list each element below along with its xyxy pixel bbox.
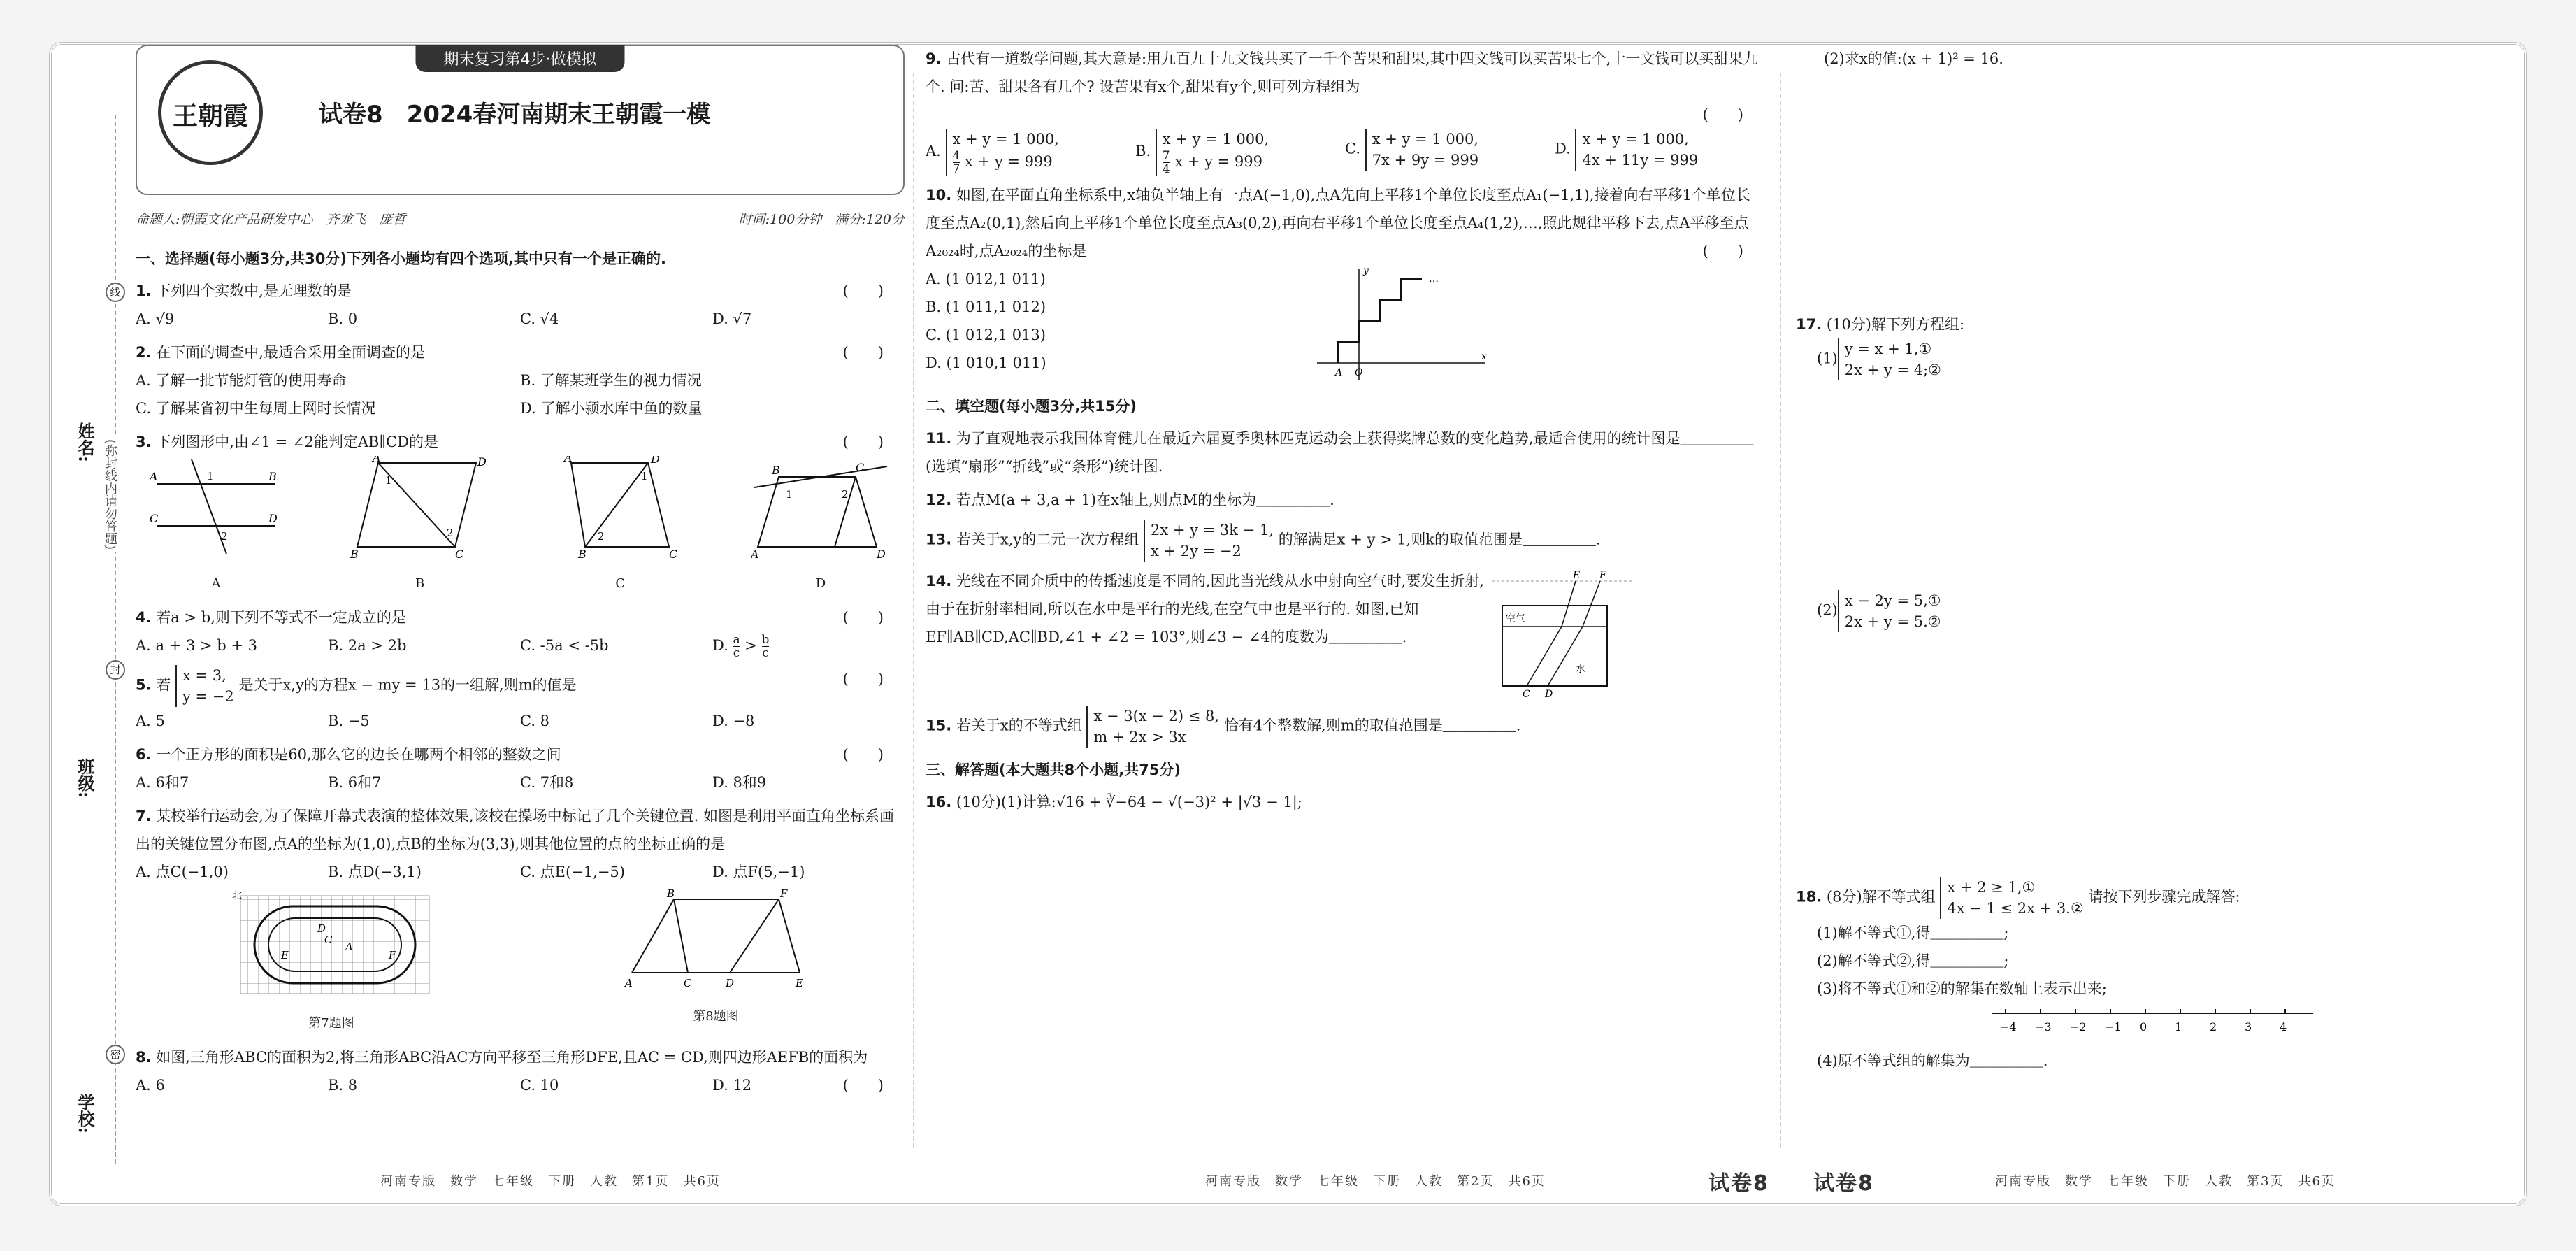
question-text: 为了直观地表示我国体育健儿在最近六届夏季奥林匹克运动会上获得奖牌总数的变化趋势,最适合使用的统计图是＿＿＿＿＿(选填“扇形”“折线”或“条形”)统计图.: [926, 430, 1754, 475]
equation: m + 2x > 3x: [1093, 729, 1186, 745]
exam-header: [136, 45, 905, 195]
answer-paren: ( ): [842, 283, 884, 299]
question-5: [136, 665, 905, 735]
exam-tag-left: 试卷8: [1708, 1171, 1769, 1196]
svg-text:A: A: [750, 548, 759, 561]
svg-text:D: D: [317, 922, 326, 935]
section-1-title: 一、选择题(每小题3分,共30分)下列各小题均有四个选项,其中只有一个是正确的.: [136, 250, 666, 267]
equation: 4x − 1 ≤ 2x + 3.②: [1947, 900, 2084, 917]
option-c: C. 点E(−1,−5): [520, 864, 625, 880]
denominator: 4: [1162, 162, 1170, 176]
question-text: 某校举行运动会,为了保障开幕式表演的整体效果,该校在操场中标记了几个关键位置. 如图是利用平面直角坐标系画出的关键位置分布图,点A的坐标为(1,0),点B的坐标为(3,3),则其他位置的点的坐标正确的是: [136, 808, 894, 852]
seal-circle-feng: 封: [106, 660, 125, 680]
question-number: 6.: [136, 746, 152, 763]
question-pre: 若: [156, 676, 171, 694]
option-b: B. 8: [328, 1077, 358, 1094]
number-line: [1985, 1003, 2320, 1038]
part-label: (1): [1817, 350, 1838, 367]
equation: x + 2y = −2: [1150, 543, 1242, 559]
class-label: 班级:: [75, 758, 95, 798]
option-d: D. (1 010,1 011): [926, 355, 1046, 371]
question-number: 14.: [926, 573, 952, 589]
option-b: B. 2a > 2b: [328, 637, 407, 654]
option-a: A. √9: [136, 310, 175, 327]
svg-text:E: E: [281, 949, 289, 962]
question-2: [136, 338, 905, 422]
numerator: 4: [952, 149, 960, 163]
equation: 2x + y = 3k − 1,: [1150, 522, 1274, 538]
question-text: 在下面的调查中,最适合采用全面调查的是: [156, 344, 425, 361]
north-label: 北: [232, 890, 242, 901]
svg-text:F: F: [389, 949, 396, 962]
equation: 7x + 9y = 999: [1372, 152, 1479, 169]
exam-tag-right: 试卷8: [1813, 1171, 1874, 1196]
column-divider: [1780, 73, 1781, 1148]
question-9: [926, 45, 1764, 176]
svg-text:B: B: [578, 548, 587, 561]
equation: 2x + y = 5.②: [1844, 613, 1941, 630]
question-6: [136, 741, 905, 796]
svg-text:D: D: [876, 548, 886, 561]
time-score: 时间:100分钟 满分:120分: [738, 212, 905, 227]
option-c: [1345, 129, 1555, 176]
question-number: 2.: [136, 344, 152, 361]
denominator: c: [733, 646, 740, 660]
q17-part-2: [1796, 590, 2495, 632]
options: [136, 707, 905, 735]
q3-figures: [136, 456, 905, 598]
option-c: C. 了解某省初中生每周上网时长情况: [136, 400, 376, 417]
number-line-tick-label: −4: [2000, 1020, 2017, 1034]
fraction: [1163, 150, 1170, 176]
equation-system: [1365, 129, 1478, 171]
question-number: 5.: [136, 676, 152, 694]
svg-text:1: 1: [641, 470, 648, 482]
header-tab: 期末复习第4步·做模拟: [416, 45, 625, 72]
svg-text:E: E: [796, 977, 803, 989]
option-d: D. $\frac{a}{c}$ > $\frac{b}{c}$: [712, 633, 770, 660]
svg-text:A: A: [372, 456, 381, 464]
option-c: C. (1 012,1 013): [926, 327, 1046, 343]
question-15: [926, 706, 1764, 748]
option-d: [1555, 129, 1764, 176]
question-1: [136, 277, 905, 333]
svg-text:B: B: [268, 470, 277, 483]
svg-text:2: 2: [598, 530, 605, 543]
number-line-tick-label: −3: [2035, 1020, 2052, 1034]
exam-title: 试卷8 2024春河南期末王朝霞一模: [319, 101, 711, 129]
option-c: C. -5a < -5b: [520, 637, 609, 654]
svg-text:D: D: [477, 456, 487, 469]
stair-path-figure: [1310, 265, 1492, 384]
option-a: A. 点C(−1,0): [136, 864, 229, 880]
question-18: [1796, 877, 2495, 1075]
svg-text:C: C: [454, 548, 463, 561]
equation: x − 3(x − 2) ≤ 8,: [1093, 708, 1220, 724]
options: [136, 631, 905, 659]
page-column-2: [926, 45, 1764, 1148]
svg-text:1: 1: [384, 474, 392, 487]
question-12: [926, 486, 1764, 514]
equation-system: [1940, 877, 2083, 919]
question-number: 15.: [926, 717, 952, 734]
seal-line: [115, 115, 116, 1164]
answer-paren: ( ): [1702, 106, 1743, 123]
answer-paren: ( ): [842, 344, 884, 361]
question-text: 恰有4个整数解,则m的取值范围是＿＿＿＿＿.: [1223, 717, 1521, 734]
option-label: A.: [926, 143, 941, 159]
svg-text:B: B: [771, 464, 780, 477]
q8-figure: [618, 889, 814, 1038]
option-b: B. 点D(−3,1): [328, 864, 422, 880]
svg-text:A: A: [1335, 367, 1343, 378]
svg-text:C: C: [150, 512, 159, 525]
equation-system: [1156, 129, 1269, 176]
q18-step-1: (1)解不等式①,得＿＿＿＿＿;: [1817, 924, 2009, 941]
seal-circle-xian: 线: [106, 283, 125, 302]
equation-system: [1086, 706, 1219, 748]
number-line-tick-label: −1: [2105, 1020, 2122, 1034]
section-2-title: 二、填空题(每小题3分,共15分): [926, 398, 1137, 415]
options: [926, 129, 1764, 176]
option-b: [1135, 129, 1345, 176]
parallel-lines-figure: [150, 456, 282, 561]
svg-text:D: D: [651, 456, 661, 466]
figure-caption: A: [211, 576, 221, 591]
answer-paren: ( ): [1702, 243, 1743, 259]
question-number: 12.: [926, 492, 952, 508]
numerator: a: [733, 633, 740, 647]
track-grid-figure: [226, 889, 436, 1001]
svg-text:C: C: [669, 548, 678, 561]
q7-figure: [226, 889, 436, 1038]
svg-text:D: D: [726, 977, 735, 989]
part-label: (2): [1817, 601, 1838, 619]
svg-text:C: C: [324, 934, 333, 946]
number-line-tick-label: −2: [2070, 1020, 2087, 1034]
question-text: 如图,在平面直角坐标系中,x轴负半轴上有一点A(−1,0),点A先向上平移1个单位长度至点A₁(−1,1),接着向右平移1个单位长度至点A₂(0,1),然后向上平移1个单位长度至点A₃(0,2),再向右平移1个单位长度至点A₄(1,2),…,照此规律平移下去,点A平移至点A₂₀₂₄时,点A₂₀₂₄的坐标是: [926, 187, 1750, 259]
option-a: A. 6: [136, 1077, 165, 1094]
q7-q8-figures: [136, 889, 905, 1038]
question-number: 11.: [926, 430, 952, 447]
question-number: 4.: [136, 609, 152, 626]
equation: y = −2: [182, 688, 234, 705]
question-number: 10.: [926, 187, 952, 203]
equation-system: [1838, 338, 1941, 380]
footer-page-1: 河南专版 数学 七年级 下册 人教 第1页 共6页: [380, 1174, 721, 1189]
question-number: 16.: [926, 794, 952, 810]
numerator: 7: [1162, 149, 1170, 163]
svg-text:y: y: [1363, 265, 1369, 276]
equation-system: [1144, 520, 1274, 562]
options: [136, 769, 905, 796]
name-label: 姓名:: [75, 422, 95, 462]
denominator: c: [762, 646, 769, 660]
options: [136, 1071, 905, 1099]
fraction: [953, 150, 960, 176]
question-number: 9.: [926, 50, 942, 67]
page-column-1: [136, 45, 905, 1148]
equation-system: [1575, 129, 1698, 171]
question-text: 一个正方形的面积是60,那么它的边长在哪两个相邻的整数之间: [156, 746, 561, 763]
refraction-figure: [1485, 567, 1639, 700]
question-text: 的解满足x + y > 1,则k的取值范围是＿＿＿＿＿.: [1278, 531, 1601, 548]
authors: 命题人:朝霞文化产品研发中心 齐龙飞 庞哲: [136, 212, 406, 227]
seal-circle-mi: 密: [106, 1045, 125, 1064]
question-17: [1796, 310, 2495, 632]
figure-caption: 第8题图: [693, 1009, 739, 1024]
equation: y = x + 1,①: [1844, 341, 1932, 357]
options: [926, 265, 1310, 384]
answer-paren: ( ): [842, 746, 884, 763]
option-d: D. 了解小颍水库中鱼的数量: [520, 400, 703, 417]
quadrilateral-figure: [751, 456, 891, 561]
option-d-label: D.: [712, 637, 728, 654]
question-pre: 若关于x的不等式组: [956, 717, 1082, 734]
svg-text:B: B: [350, 548, 359, 561]
svg-text:A: A: [345, 941, 353, 953]
equation: x + y = 1 000,: [952, 131, 1059, 148]
equation-system: [175, 665, 234, 707]
q18-step-4: (4)原不等式组的解集为＿＿＿＿＿.: [1817, 1052, 2048, 1069]
svg-text:C: C: [684, 977, 692, 989]
q17-part-1: [1796, 338, 2495, 380]
q10-body: [926, 265, 1764, 384]
question-text: 是关于x,y的方程x − my = 13的一组解,则m的值是: [238, 676, 577, 694]
svg-text:F: F: [1599, 570, 1606, 581]
number-line-tick-label: 1: [2175, 1020, 2182, 1034]
equation: x + 2 ≥ 1,①: [1947, 879, 2036, 896]
option-b: B. −5: [328, 713, 370, 729]
q18-step-2: (2)解不等式②,得＿＿＿＿＿;: [1817, 952, 2009, 969]
number-line-tick-label: 4: [2280, 1020, 2287, 1034]
option-d: D. −8: [712, 713, 755, 729]
option-a: A. 了解一批节能灯管的使用寿命: [136, 372, 347, 389]
quadrilateral-figure: [350, 456, 490, 561]
translated-triangle-figure: [618, 889, 814, 994]
question-number: 18.: [1796, 888, 1822, 906]
option-a: A. 6和7: [136, 774, 189, 791]
svg-text:x: x: [1481, 351, 1487, 362]
question-11: [926, 424, 1764, 480]
svg-text:E: E: [1573, 570, 1581, 581]
equation: x − 2y = 5,①: [1844, 592, 1941, 609]
fraction: [733, 634, 740, 659]
equation: 2x + y = 4;②: [1844, 362, 1941, 378]
paper-frame: [49, 42, 2527, 1206]
figure-caption: D: [815, 576, 826, 591]
question-4: [136, 603, 905, 659]
q3-figure-c: [557, 456, 683, 598]
equation: x + y = 999: [965, 153, 1053, 170]
question-16: [926, 788, 1764, 816]
svg-text:F: F: [780, 889, 788, 900]
svg-text:…: …: [1429, 273, 1439, 285]
question-number: 17.: [1796, 316, 1822, 333]
svg-text:2: 2: [446, 527, 454, 539]
footer-page-3: 河南专版 数学 七年级 下册 人教 第3页 共6页: [1995, 1174, 2336, 1189]
option-label: D.: [1555, 140, 1571, 157]
question-text: 古代有一道数学问题,其大意是:用九百九十九文钱共买了一千个苦果和甜果,其中四文钱可以买苦果七个,十一文钱可以买甜果九个. 问:苦、甜果各有几个? 设苦果有x个,甜果有y个,则可列方程组为: [926, 50, 1758, 95]
svg-text:C: C: [855, 461, 865, 474]
answer-paren: ( ): [842, 609, 884, 626]
svg-text:B: B: [667, 889, 675, 900]
page-column-3: [1796, 45, 2495, 1148]
svg-text:A: A: [564, 456, 573, 464]
question-number: 8.: [136, 1049, 152, 1066]
question-text: 下列图形中,由∠1 = ∠2能判定AB∥CD的是: [156, 434, 439, 450]
option-c: C. √4: [520, 310, 559, 327]
q3-figure-d: [751, 456, 891, 598]
options: [136, 305, 905, 333]
svg-text:D: D: [268, 512, 278, 525]
option-d: D. 点F(5,−1): [712, 864, 805, 880]
svg-text:2: 2: [221, 530, 228, 543]
question-body: [926, 567, 1485, 700]
answer-paren: ( ): [842, 434, 884, 450]
question-pre: (8分)解不等式组: [1826, 888, 1936, 906]
question-text: 如图,三角形ABC的面积为2,将三角形ABC沿AC方向平移至三角形DFE,且AC = CD,则四边形AEFB的面积为: [156, 1049, 868, 1066]
svg-text:O: O: [1355, 367, 1363, 378]
question-number: 3.: [136, 434, 152, 450]
svg-text:A: A: [625, 977, 633, 989]
number-line-tick-label: 3: [2245, 1020, 2252, 1034]
equation: x + y = 999: [1174, 153, 1262, 170]
question-text: 若a > b,则下列不等式不一定成立的是: [156, 609, 406, 626]
question-13: [926, 520, 1764, 562]
school-label: 学校:: [75, 1094, 95, 1134]
question-7: [136, 802, 905, 1038]
option-a: A. a + 3 > b + 3: [136, 637, 258, 654]
equation: x + y = 1 000,: [1162, 131, 1269, 148]
figure-caption: B: [415, 576, 425, 591]
question-14: [926, 567, 1764, 700]
option-c: C. 8: [520, 713, 550, 729]
equation: x = 3,: [182, 667, 226, 684]
question-text: 若点M(a + 3,a + 1)在x轴上,则点M的坐标为＿＿＿＿＿.: [956, 492, 1334, 508]
option-label: B.: [1135, 143, 1151, 159]
answer-paren: ( ): [842, 671, 884, 687]
question-text: 请按下列步骤完成解答:: [2088, 888, 2240, 906]
fraction: [762, 634, 770, 659]
svg-text:C: C: [1523, 689, 1530, 700]
option-b: B. 6和7: [328, 774, 382, 791]
question-8: [136, 1043, 905, 1099]
number-line-tick-label: 2: [2210, 1020, 2217, 1034]
footer-page-2: 河南专版 数学 七年级 下册 人教 第2页 共6页: [1205, 1174, 1546, 1189]
section-3-title: 三、解答题(本大题共8个小题,共75分): [926, 762, 1181, 778]
figure-caption: 第7题图: [308, 1016, 354, 1031]
option-b: B. 0: [328, 310, 358, 327]
seal-note: (弥封线内请勿答题): [101, 436, 119, 552]
equation: 4x + 11y = 999: [1582, 152, 1699, 169]
option-b: B. (1 011,1 012): [926, 299, 1046, 315]
options: [136, 394, 905, 422]
equation-system: [1838, 590, 1941, 632]
figure-caption: C: [615, 576, 626, 591]
options: [136, 858, 905, 886]
question-text: 下列四个实数中,是无理数的是: [156, 283, 352, 299]
svg-text:1: 1: [785, 488, 793, 501]
question-number: 13.: [926, 531, 952, 548]
question-text: 光线在不同介质中的传播速度是不同的,因此当光线从水中射向空气时,要发生折射,由于在折射率相同,所以在水中是平行的光线,在空气中也是平行的. 如图,已知EF∥AB∥CD,AC∥BD,∠1 + ∠2 = 103°,则∠3 − ∠4的度数为＿＿＿＿＿.: [926, 573, 1484, 645]
equation: x + y = 1 000,: [1372, 131, 1479, 148]
question-pre: 若关于x,y的二元一次方程组: [956, 531, 1139, 548]
brand-logo: 王朝霞: [158, 60, 263, 165]
q3-figure-b: [350, 456, 490, 598]
air-label: 空气: [1506, 613, 1525, 624]
options: [136, 366, 905, 394]
q3-figure-a: [150, 456, 282, 598]
question-text: (10分)解下列方程组:: [1826, 316, 1965, 333]
exam-meta: [136, 209, 905, 228]
numerator: b: [761, 633, 770, 647]
equation-system: [946, 129, 1059, 176]
option-a: A. 5: [136, 713, 165, 729]
question-10: [926, 181, 1764, 384]
svg-text:1: 1: [207, 470, 214, 482]
column-divider: [913, 73, 914, 1148]
question-16-part-2: (2)求x的值:(x + 1)² = 16.: [1824, 50, 2003, 67]
option-d: D. 12: [712, 1077, 752, 1094]
option-d: D. √7: [712, 310, 752, 327]
option-a: [926, 129, 1135, 176]
equation: x + y = 1 000,: [1582, 131, 1689, 148]
quadrilateral-figure: [557, 456, 683, 561]
question-text: (10分)(1)计算:√16 + ∛−64 − √(−3)² + |√3 − 1|;: [956, 794, 1302, 810]
question-number: 7.: [136, 808, 152, 824]
option-a: A. (1 012,1 011): [926, 271, 1046, 287]
answer-paren: ( ): [842, 1077, 884, 1094]
svg-text:2: 2: [841, 488, 849, 501]
svg-text:D: D: [1545, 689, 1553, 700]
question-number: 1.: [136, 283, 152, 299]
question-3: [136, 428, 905, 598]
binding-margin: [52, 87, 129, 1192]
svg-text:A: A: [150, 470, 158, 483]
option-b: B. 了解某班学生的视力情况: [520, 372, 702, 389]
option-c: C. 7和8: [520, 774, 574, 791]
option-c: C. 10: [520, 1077, 559, 1094]
option-label: C.: [1345, 140, 1360, 157]
option-d: D. 8和9: [712, 774, 767, 791]
number-line-tick-label: 0: [2140, 1020, 2147, 1034]
q18-step-3: (3)将不等式①和②的解集在数轴上表示出来;: [1817, 980, 2107, 997]
denominator: 7: [952, 162, 960, 176]
water-label: 水: [1576, 664, 1585, 675]
